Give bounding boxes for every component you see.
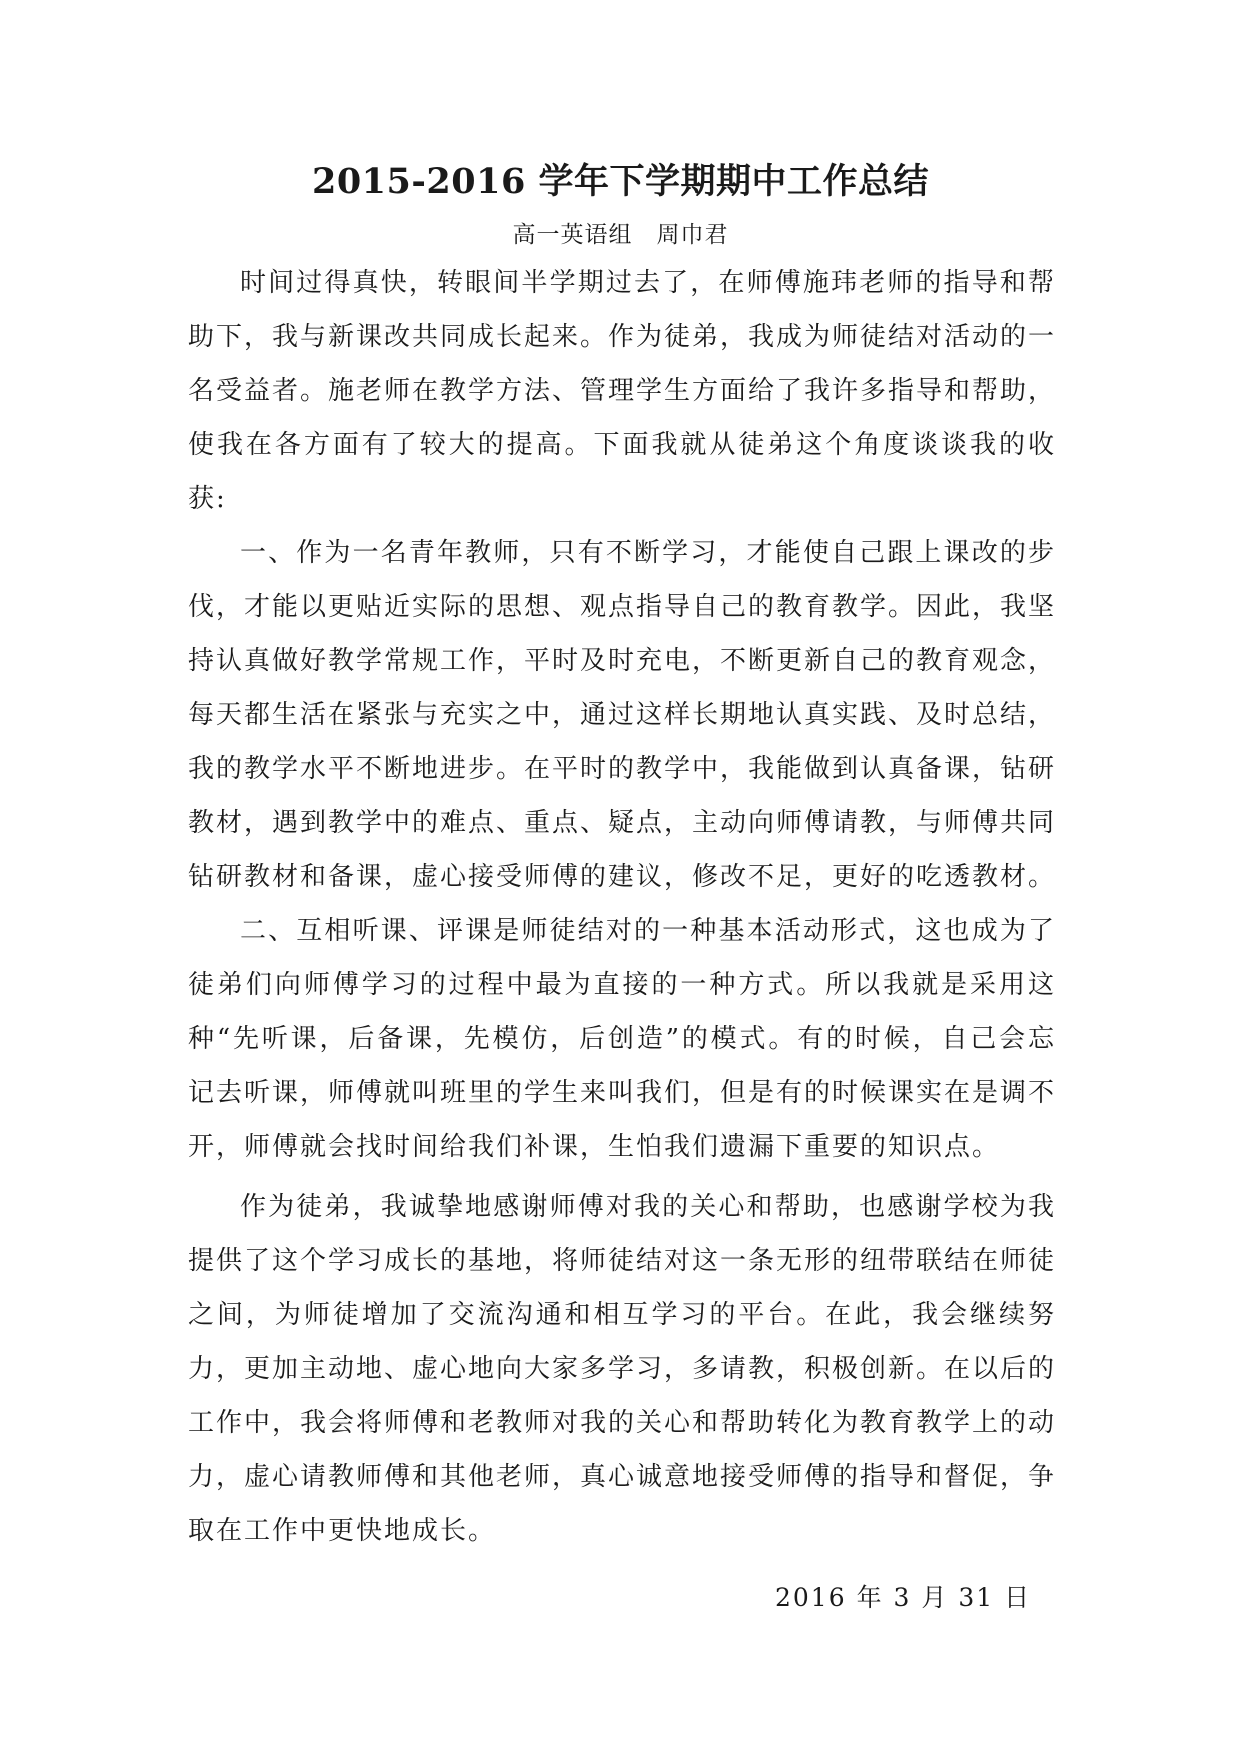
paragraph-intro: 时间过得真快，转眼间半学期过去了，在师傅施玮老师的指导和帮助下，我与新课改共同成长起来。作为徒弟，我成为师徒结对活动的一名受益者。施老师在教学方法、管理学生方面给了我许多指导和帮助，使我在各方面有了较大的提高。下面我就从徒弟这个角度谈谈我的收获: — [188, 268, 1057, 514]
author-byline: 高一英语组 周巾君 — [512, 222, 729, 248]
document-date: 2016 年 3 月 31 日 — [775, 1583, 1032, 1612]
document-body — [188, 256, 1056, 1558]
paragraph-point-one: 一、作为一名青年教师，只有不断学习，才能使自己跟上课改的步伐，才能以更贴近实际的思想、观点指导自己的教育教学。因此，我坚持认真做好教学常规工作，平时及时充电，不断更新自己的教育观念，每天都生活在紧张与充实之中，通过这样长期地认真实践、及时总结，我的教学水平不断地进步。在平时的教学中，我能做到认真备课，钻研教材，遇到教学中的难点、重点、疑点，主动向师傅请教，与师傅共同钻研教材和备课，虚心接受师傅的建议，修改不足，更好的吃透教材。 — [188, 538, 1057, 892]
document-title: 2015-2016 学年下学期期中工作总结 — [311, 161, 930, 202]
paragraph-conclusion: 作为徒弟，我诚挚地感谢师傅对我的关心和帮助，也感谢学校为我提供了这个学习成长的基地，将师徒结对这一条无形的纽带联结在师徒之间，为师徒增加了交流沟通和相互学习的平台。在此，我会继续努力，更加主动地、虚心地向大家多学习，多请教，积极创新。在以后的工作中，我会将师傅和老教师对我的关心和帮助转化为教育教学上的动力，虚心请教师傅和其他老师，真心诚意地接受师傅的指导和督促，争取在工作中更快地成长。 — [188, 1192, 1057, 1546]
paragraph-point-two: 二、互相听课、评课是师徒结对的一种基本活动形式，这也成为了徒弟们向师傅学习的过程中最为直接的一种方式。所以我就是采用这种“先听课，后备课，先模仿，后创造”的模式。有的时候，自己会忘记去听课，师傅就叫班里的学生来叫我们，但是有的时候课实在是调不开，师傅就会找时间给我们补课，生怕我们遗漏下重要的知识点。 — [188, 916, 1057, 1162]
